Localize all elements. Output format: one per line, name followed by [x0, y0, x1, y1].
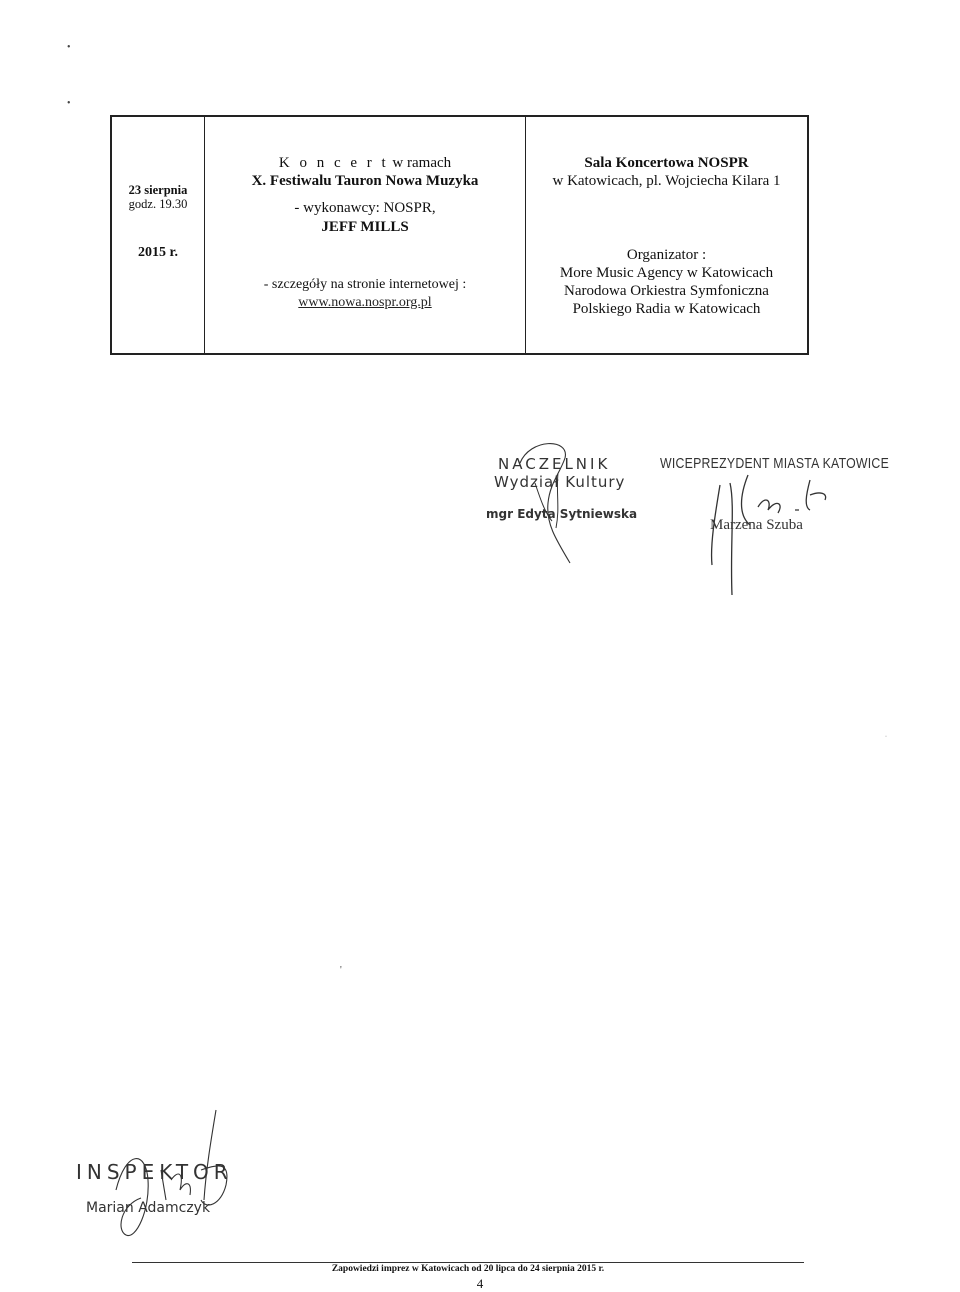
details-label: - szczegóły na stronie internetowej :: [263, 277, 467, 292]
naczelnik-title: NACZELNIK: [498, 455, 611, 473]
footer-text: Zapowiedzi imprez w Katowicach od 20 lipca do 24 sierpnia 2015 r.: [331, 1264, 605, 1274]
organizer-label: Organizator :: [626, 247, 707, 263]
naczelnik-department: Wydział Kultury: [494, 473, 626, 491]
inspektor-name: Marian Adamczyk: [86, 1200, 211, 1216]
vice-president-stamp: [660, 455, 890, 615]
vice-president-signature: [660, 455, 890, 615]
event-type-prefix: K o n c e r t: [278, 155, 389, 171]
event-table: [110, 115, 809, 355]
event-year: 2015 r.: [138, 245, 178, 260]
footer-rule: [132, 1262, 804, 1263]
details-link[interactable]: www.nowa.nospr.org.pl: [298, 295, 432, 310]
inspektor-title: INSPEKTOR: [76, 1160, 233, 1184]
organizer-line-3: Polskiego Radia w Katowicach: [572, 301, 761, 317]
inspektor-stamp: [76, 1160, 276, 1250]
naczelnik-name: mgr Edyta Sytniewska: [486, 507, 638, 521]
event-type: [205, 155, 525, 172]
event-time: godz. 19.30: [128, 197, 188, 211]
page-number: 4: [476, 1276, 484, 1291]
vice-president-name: Marzena Szuba: [710, 517, 803, 533]
scan-mark: ': [340, 965, 342, 976]
scan-dot: •: [67, 98, 71, 109]
event-cell: [205, 117, 526, 353]
organizer-line-1: More Music Agency w Katowicach: [559, 265, 774, 281]
date-cell: [112, 117, 205, 353]
performers-label: - wykonawcy: NOSPR,: [294, 200, 436, 216]
event-type-suffix: w ramach: [392, 155, 452, 171]
scan-dot: •: [67, 42, 71, 53]
naczelnik-signature: [460, 443, 660, 573]
organizer-line-2: Narodowa Orkiestra Symfoniczna: [564, 283, 769, 299]
scan-dot: ·: [885, 734, 887, 740]
performer-name: JEFF MILLS: [321, 219, 409, 235]
inspektor-signature: [106, 1110, 306, 1250]
naczelnik-stamp: [460, 455, 660, 575]
venue-name: Sala Koncertowa NOSPR: [584, 155, 749, 171]
vice-president-title: WICEPREZYDENT MIASTA KATOWICE: [660, 455, 890, 472]
event-day: 23 sierpnia: [128, 183, 188, 197]
venue-address: w Katowicach, pl. Wojciecha Kilara 1: [552, 173, 781, 189]
venue-cell: [526, 117, 807, 353]
festival-name: X. Festiwalu Tauron Nowa Muzyka: [251, 173, 479, 189]
